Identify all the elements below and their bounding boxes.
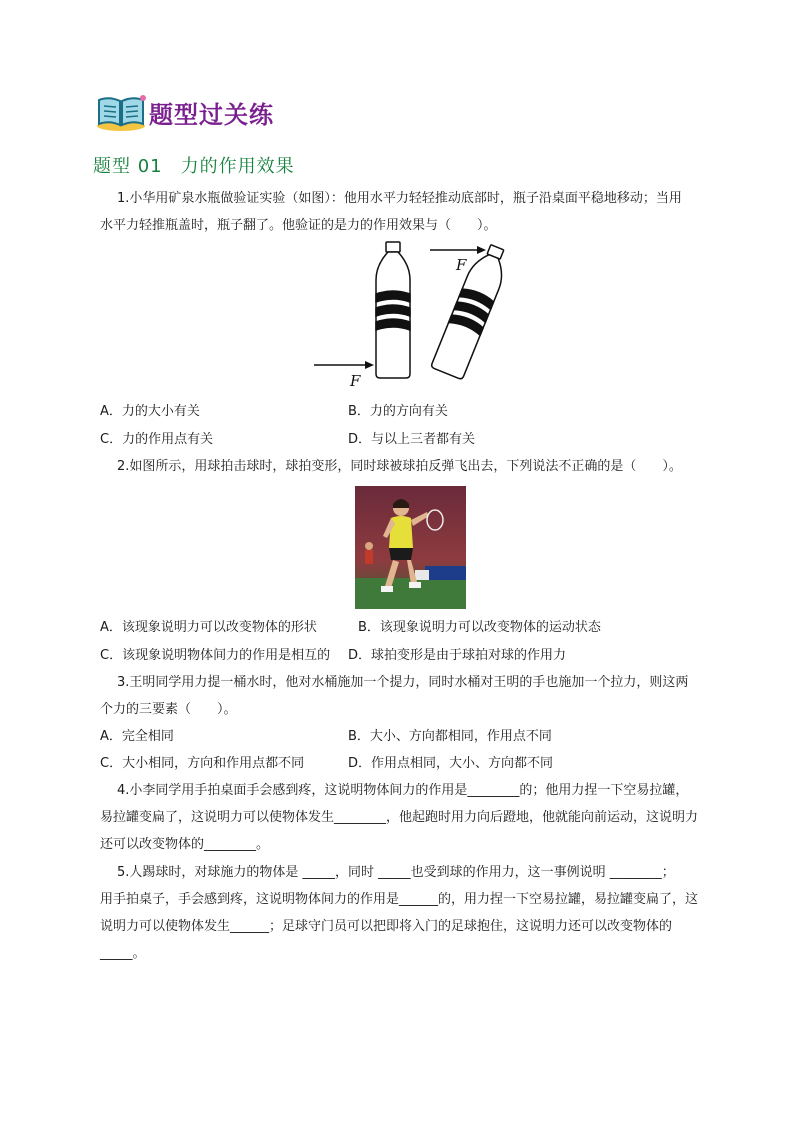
q4-line1: 4.小李同学用手拍桌面手会感到疼，这说明物体间力的作用是________的；他用力捏一下空易拉罐， [117, 783, 689, 798]
q2-option-b: B．该现象说明力可以改变物体的运动状态 [358, 620, 601, 635]
q3-line1: 3.王明同学用力提一桶水时，他对水桶施加一个提力，同时水桶对王明的手也施加一个拉力，则这两 [117, 675, 689, 690]
open-book-icon [95, 92, 147, 132]
badminton-photo [355, 486, 466, 609]
section-title: 力的作用效果 [180, 156, 295, 177]
q5-line1: 5.人踢球时，对球施力的物体是 _____，同时 _____也受到球的作用力，这一事例说明 ________； [117, 865, 675, 880]
q2-option-c: C．该现象说明物体间力的作用是相互的 [100, 648, 331, 663]
q5-line4: _____。 [100, 946, 146, 961]
q3-line2: 个力的三要素（ ）。 [100, 702, 237, 717]
force-label-top: F [456, 256, 467, 274]
upright-bottle [376, 242, 410, 378]
q3-option-c: C．大小相同，方向和作用点都不同 [100, 756, 305, 771]
q1-option-b: B．力的方向有关 [348, 404, 448, 419]
q2-option-d: D．球拍变形是由于球拍对球的作用力 [348, 648, 567, 663]
q1-line2: 水平力轻推瓶盖时，瓶子翻了。他验证的是力的作用效果与（ ）。 [100, 218, 497, 233]
section-number: 题型 01 [93, 156, 163, 177]
q2-line1: 2.如图所示，用球拍击球时，球拍变形，同时球被球拍反弹飞出去，下列说法不正确的是（ ）。 [117, 459, 682, 474]
q5-line3: 说明力可以使物体发生______；足球守门员可以把即将入门的足球抱住，这说明力还可以改变物体的 [100, 919, 673, 934]
q1-option-d: D．与以上三者都有关 [348, 432, 476, 447]
q1-option-c: C．力的作用点有关 [100, 432, 214, 447]
worksheet-header [95, 92, 274, 132]
q1-option-a: A．力的大小有关 [100, 404, 200, 419]
force-label-bottom: F [350, 372, 361, 390]
q4-line3: 还可以改变物体的________。 [100, 837, 270, 852]
q2-option-a: A．该现象说明力可以改变物体的形状 [100, 620, 317, 635]
q3-option-a: A．完全相同 [100, 729, 174, 744]
tilted-bottle [431, 241, 513, 380]
page-title: 题型过关练 [149, 100, 274, 129]
q3-option-d: D．作用点相同，大小、方向都不同 [348, 756, 554, 771]
section-heading [93, 152, 295, 178]
q5-line2: 用手拍桌子，手会感到疼，这说明物体间力的作用是______的，用力捏一下空易拉罐，易拉罐变扁了，这 [100, 892, 699, 907]
q4-line2: 易拉罐变扁了，这说明力可以使物体发生________，他起跑时用力向后蹬地，他就能向前运动，这说明力 [100, 810, 699, 825]
q1-line1: 1.小华用矿泉水瓶做验证实验（如图）：他用水平力轻轻推动底部时，瓶子沿桌面平稳地移动；当用 [117, 191, 682, 206]
bottle-diagram [310, 240, 520, 390]
q3-option-b: B．大小、方向都相同，作用点不同 [348, 729, 552, 744]
